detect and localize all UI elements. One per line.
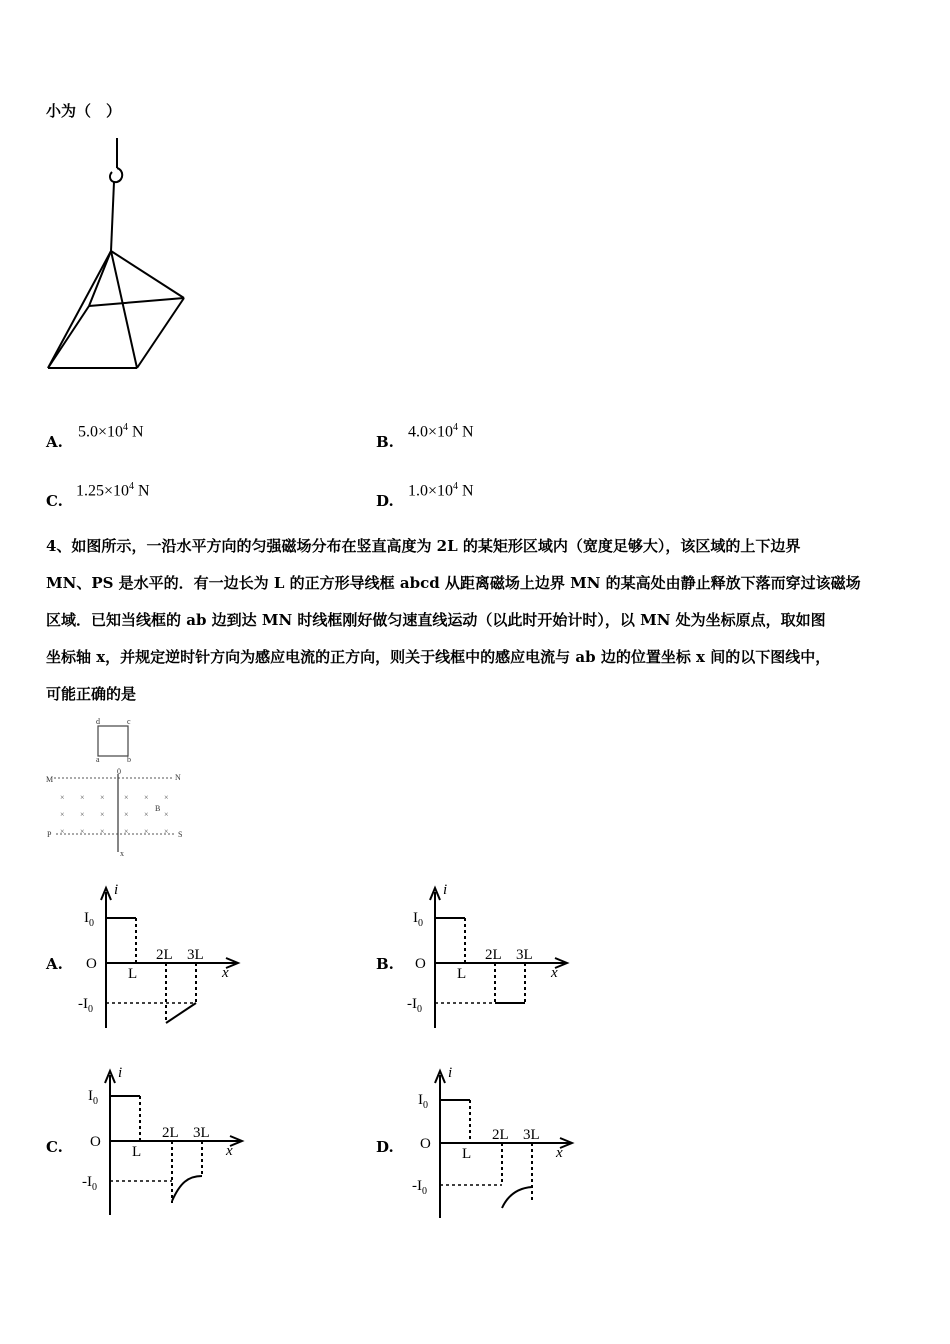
label-2L: 2L (492, 1127, 509, 1143)
label-L: L (457, 966, 467, 982)
q4-question-text (46, 528, 906, 713)
label-2L: 2L (162, 1125, 179, 1141)
field-cross: × (124, 827, 129, 836)
label-L: L (128, 966, 138, 982)
label-i: i (443, 882, 448, 898)
graph-d (410, 1063, 580, 1221)
label-L: L (462, 1146, 472, 1162)
q4-line: 4、如图所示，一沿水平方向的匀强磁场分布在竖直高度为 2L 的某矩形区域内（宽度足够大），该区域的上下边界 (46, 537, 801, 555)
field-cross: × (60, 793, 65, 802)
field-cross: × (144, 793, 149, 802)
q3-option-b-label: B. (376, 433, 394, 451)
q4-line: 可能正确的是 (46, 685, 137, 703)
pyramid-base (48, 306, 89, 368)
field-cross: × (100, 793, 105, 802)
pyramid-figure (44, 136, 194, 376)
label-3L: 3L (187, 947, 204, 963)
label-x: x (222, 965, 229, 981)
label-M: M (46, 775, 54, 784)
label-x: x (120, 849, 124, 858)
field-cross: × (144, 827, 149, 836)
label-2L: 2L (156, 947, 173, 963)
q3-option-d-label: D. (376, 492, 394, 510)
label-B: B (155, 804, 161, 813)
label-I0: $I_0$ (88, 1088, 98, 1107)
field-cross: × (124, 793, 129, 802)
q4-line: 区域．已知当线框的 ab 边到达 MN 时线框刚好做匀速直线运动（以此时开始计时），以 MN 处为坐标原点，取如图 (46, 611, 826, 629)
pyramid-base (89, 298, 184, 306)
label-3L: 3L (516, 947, 533, 963)
graph-b (405, 880, 575, 1030)
q4-line: 坐标轴 x，并规定逆时针方向为感应电流的正方向，则关于线框中的感应电流与 ab 边的位置坐标 x 间的以下图线中， (46, 648, 831, 666)
label-I0: $I_0$ (418, 1092, 428, 1111)
label-i: i (118, 1065, 123, 1081)
field-cross: × (60, 810, 65, 819)
label-2L: 2L (485, 947, 502, 963)
label-negI0: $-I_0$ (82, 1174, 97, 1193)
q4-option-c-label: C. (46, 1138, 63, 1156)
label-x: x (551, 965, 558, 981)
label-3L: 3L (193, 1125, 210, 1141)
field-cross: × (80, 793, 85, 802)
graph-c (80, 1063, 250, 1218)
field-cross: × (100, 810, 105, 819)
label-negI0: $-I_0$ (78, 996, 93, 1015)
label-I0: $I_0$ (413, 910, 423, 929)
label-x: x (556, 1145, 563, 1161)
q4-option-b-label: B. (376, 955, 394, 973)
q4-option-a-label: A. (46, 955, 63, 973)
q3-option-a-value: $5.0\times 10^4$ N (78, 422, 144, 441)
current-negative (172, 1176, 202, 1201)
label-S: S (178, 830, 183, 839)
current-negative (166, 1003, 196, 1023)
field-cross: × (80, 827, 85, 836)
label-negI0: $-I_0$ (407, 996, 422, 1015)
q4-line: MN、PS 是水平的．有一边长为 L 的正方形导线框 abcd 从距离磁场上边界 MN 的某高处由静止释放下落而穿过该磁场 (46, 574, 861, 592)
field-cross: × (124, 810, 129, 819)
pyramid-edge (111, 251, 184, 298)
field-cross: × (144, 810, 149, 819)
magnetic-field-figure (44, 716, 194, 862)
q3-option-a-label: A. (46, 433, 63, 451)
label-a: a (96, 755, 100, 764)
q3-option-c-value: $1.25\times 10^4$ N (76, 481, 150, 500)
field-cross: × (60, 827, 65, 836)
pyramid-edge (111, 251, 137, 368)
field-cross: × (164, 810, 169, 819)
label-i: i (114, 882, 119, 898)
label-O: O (86, 956, 97, 972)
label-c: c (127, 717, 131, 726)
label-L: L (132, 1144, 142, 1160)
q3-option-c-label: C. (46, 492, 63, 510)
label-x: x (226, 1143, 233, 1159)
field-cross: × (164, 793, 169, 802)
current-negative (502, 1187, 532, 1208)
hook-icon (110, 168, 122, 182)
label-d: d (96, 717, 100, 726)
label-origin: 0 (117, 767, 121, 776)
q3-tail-text: 小为（ ） (46, 102, 122, 120)
graph-a (76, 880, 246, 1030)
label-I0: $I_0$ (84, 910, 94, 929)
q4-option-d-label: D. (376, 1138, 394, 1156)
hanging-rope (111, 182, 114, 251)
pyramid-edge (48, 251, 111, 368)
field-cross: × (80, 810, 85, 819)
label-b: b (127, 755, 131, 764)
label-negI0: $-I_0$ (412, 1178, 427, 1197)
label-i: i (448, 1065, 453, 1081)
pyramid-edge (89, 251, 111, 306)
label-3L: 3L (523, 1127, 540, 1143)
field-cross: × (100, 827, 105, 836)
label-O: O (90, 1134, 101, 1150)
label-P: P (47, 830, 52, 839)
label-O: O (415, 956, 426, 972)
q3-option-d-value: $1.0\times 10^4$ N (408, 481, 474, 500)
pyramid-base (137, 298, 184, 368)
q3-option-b-value: $4.0\times 10^4$ N (408, 422, 474, 441)
field-cross: × (164, 827, 169, 836)
wire-frame (98, 726, 128, 756)
label-O: O (420, 1136, 431, 1152)
label-N: N (175, 773, 181, 782)
